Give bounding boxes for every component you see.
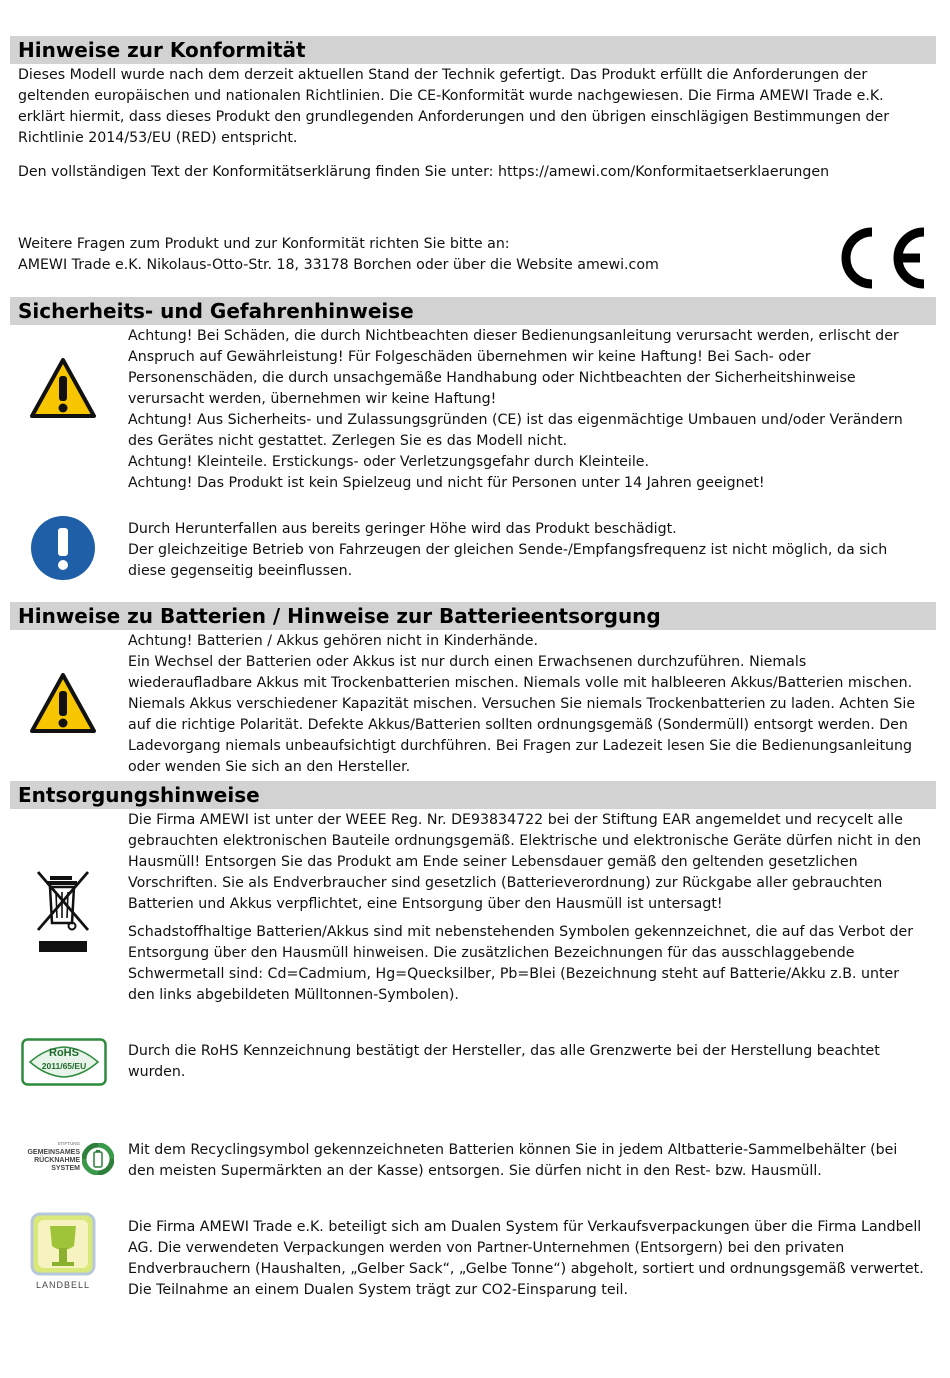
batteries-line-2: Ein Wechsel der Batterien oder Akkus ist nur durch einen Erwachsenen durchzuführen. Niemals wiederaufladbare Akkus mit Trockenbatterien mischen. Niemals volle mit halbleeren Akkus/Batterien mischen. Niemals Akkus verschiedener Kapazität mischen. Versuchen Sie niemals Trockenbatterien zu laden. Achten Sie auf die richtige Polarität. Defekte Akkus/Batterien sollten ordnungsgemäß (Sondermüll) entsorgt werden. Den Ladevorgang niemals unbeaufsichtigt durchführen. Bei Fragen zur Ladezeit lesen Sie die Bedienungsanleitung oder wenden Sie sich an den Hersteller. — [128, 654, 916, 775]
conformity-paragraph — [18, 65, 918, 149]
grs-logo-line: SYSTEM — [51, 1165, 80, 1172]
mandatory-exclamation-icon — [30, 515, 96, 581]
warning-item: Achtung! Das Produkt ist kein Spielzeug und nicht für Personen unter 14 Jahren geeignet! — [128, 475, 765, 491]
conformity-declaration-link: Den vollständigen Text der Konformitätserklärung finden Sie unter: https://amewi.com/Konformitaetserklaerungen — [18, 164, 830, 180]
rohs-logo-text: RoHS — [49, 1047, 79, 1059]
safety-notices — [128, 519, 928, 582]
notice-item: Durch Herunterfallen aus bereits geringer Höhe wird das Produkt beschädigt. — [128, 521, 677, 537]
landbell-logo-text: LANDBELL — [35, 1280, 91, 1290]
grs-logo — [14, 1140, 114, 1180]
batteries-text — [128, 631, 928, 778]
disposal-heading: Entsorgungshinweise — [10, 781, 936, 809]
contact-line-1: Weitere Fragen zum Produkt und zur Konformität richten Sie bitte an: — [18, 236, 510, 252]
ce-mark-icon — [834, 226, 930, 290]
weee-paragraph-2: Schadstoffhaltige Batterien/Akkus sind mit nebenstehenden Symbolen gekennzeichnet, die auf das Verbot der Entsorgung über den Hausmüll hinweisen. Die zusätzlichen Bezeichnungen für das ausschlaggebende Schwermetall sind: Cd=Cadmium, Hg=Quecksilber, Pb=Blei (Bezeichnung steht auf Batterie/Akku z.B. unter den links abgebildeten Mülltonnen-Symbolen). — [128, 924, 914, 1003]
warning-item: Achtung! Kleinteile. Erstickungs- oder Verletzungsgefahr durch Kleinteile. — [128, 454, 649, 470]
battery-recycling-icon — [82, 1143, 114, 1175]
batteries-heading: Hinweise zu Batterien / Hinweise zur Batterieentsorgung — [10, 602, 936, 630]
grs-logo-line: GEMEINSAMES — [27, 1149, 80, 1156]
safety-heading: Sicherheits- und Gefahrenhinweise — [10, 297, 936, 325]
grs-logo-text — [14, 1149, 80, 1173]
warning-triangle-icon — [29, 357, 97, 419]
grs-text: Mit dem Recyclingsymbol gekennzeichneten Batterien können Sie in jedem Altbatterie-Sammelbehälter (bei den meisten Supermärkten an der Kasse) entsorgen. Sie dürfen nicht in den Rest- bzw. Hausmüll. — [128, 1142, 898, 1179]
conformity-text: Dieses Modell wurde nach dem derzeit aktuellen Stand der Technik gefertigt. Das Produkt erfüllt die Anforderungen der geltenden europäischen und nationalen Richtlinien. Die CE-Konformität wurde nachgewiesen. Die Firma AMEWI Trade e.K. erklärt hiermit, dass dieses Produkt den grundlegenden Anforderungen und den übrigen einschlägigen Bestimmungen der Richtlinie 2014/53/EU (RED) entspricht. — [18, 67, 890, 146]
rohs-text: Durch die RoHS Kennzeichnung bestätigt der Hersteller, das alle Grenzwerte bei der Herstellung beachtet wurden. — [128, 1043, 880, 1080]
notice-item: Der gleichzeitige Betrieb von Fahrzeugen der gleichen Sende-/Empfangsfrequenz ist nicht möglich, da sich diese gegenseitig beeinflussen. — [128, 542, 888, 579]
landbell-logo — [26, 1212, 100, 1294]
safety-warnings — [128, 326, 928, 494]
batteries-line-1: Achtung! Batterien / Akkus gehören nicht in Kinderhände. — [128, 633, 539, 649]
landbell-symbol-icon — [26, 1212, 100, 1278]
rohs-logo — [21, 1038, 107, 1086]
warning-triangle-icon — [29, 672, 97, 734]
contact-line-2: AMEWI Trade e.K. Nikolaus-Otto-Str. 18, 33178 Borchen oder über die Website amewi.com — [18, 257, 659, 273]
conformity-heading: Hinweise zur Konformität — [10, 36, 936, 64]
conformity-contact — [18, 234, 818, 276]
weee-paragraph-1: Die Firma AMEWI ist unter der WEEE Reg. Nr. DE93834722 bei der Stiftung EAR angemeldet und recycelt alle gebrauchten elektronischen Bauteile ordnungsgemäß. Elektrische und elektronische Geräte dürfen nicht in den Hausmüll! Entsorgen Sie das Produkt am Ende seiner Lebensdauer gemäß den geltenden gesetzlichen Vorschriften. Sie als Endverbraucher sind gesetzlich (Batterieverordnung) zur Rückgabe aller gebrauchten Batterien und Akkus verpflichtet, eine Entsorgung über den Hausmüll ist untersagt! — [128, 812, 922, 912]
landbell-text: Die Firma AMEWI Trade e.K. beteiligt sich am Dualen System für Verkaufsverpackungen über die Firma Landbell AG. Die verwendeten Verpackungen werden von Partner-Unternehmen (Entsorgern) bei den privaten Endverbrauchern (Haushalten, „Gelber Sack“, „Gelbe Tonne“) abgeholt, sortiert und ordnungsgemäß verwertet. Die Teilnahme an einem Dualen System trägt zur CO2-Einsparung teil. — [128, 1219, 924, 1298]
warning-item: Achtung! Aus Sicherheits- und Zulassungsgründen (CE) ist das eigenmächtige Umbauen und/oder Verändern des Gerätes nicht gestattet. Zerlegen Sie es das Modell nicht. — [128, 412, 903, 449]
grs-logo-top: STIFTUNG — [57, 1141, 80, 1146]
warning-item: Achtung! Bei Schäden, die durch Nichtbeachten dieser Bedienungsanleitung verursacht werden, erlischt der Anspruch auf Gewährleistung! Für Folgeschäden übernehmen wir keine Haftung! Bei Sach- oder Personenschäden, die durch unsachgemäße Handhabung oder Nichtbeachten der Sicherheitshinweise verursacht werden, übernehmen wir keine Haftung! — [128, 328, 899, 407]
rohs-logo-directive: 2011/65/EU — [41, 1061, 87, 1071]
grs-logo-line: RÜCKNAHME — [34, 1157, 80, 1164]
crossed-out-wheelie-bin-icon — [34, 868, 92, 956]
